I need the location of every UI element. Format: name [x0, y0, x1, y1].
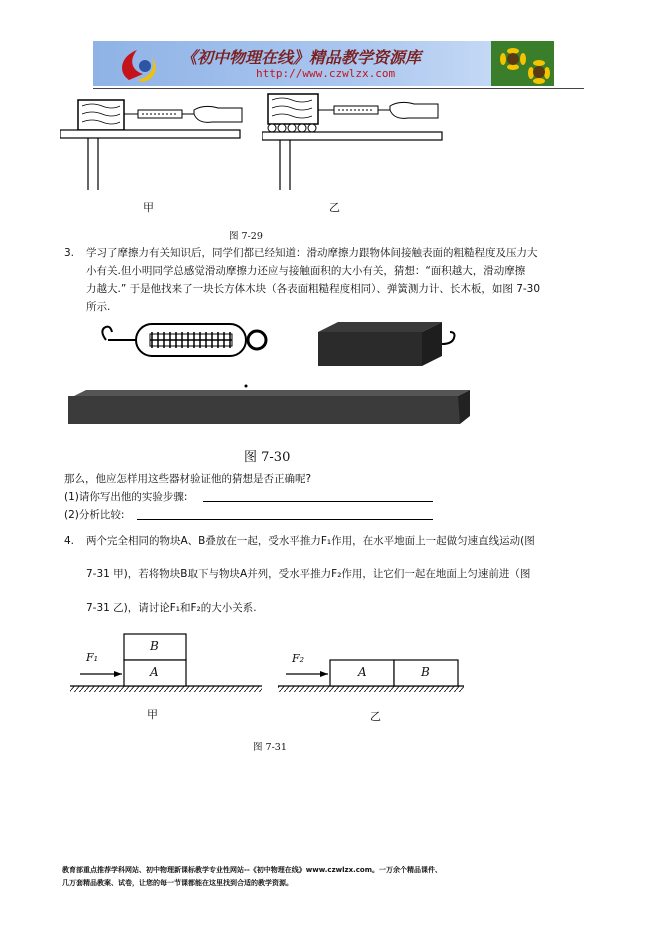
- q3-body: [86, 244, 540, 316]
- q4-number: 4.: [64, 535, 75, 547]
- q3-line: 力越大.” 于是他找来了一块长方体木块（各表面粗糙程度相同）、弹簧测力计、长木板，如图 7-30: [86, 283, 541, 295]
- fig31-label-left: 甲: [147, 708, 158, 721]
- fig29-label-left: 甲: [143, 201, 154, 214]
- figure-7-29-right: [262, 92, 512, 192]
- q3-line: 学习了摩擦力有关知识后，同学们都已经知道：滑动摩擦力跟物体间接触表面的粗糙程度及压力大: [86, 247, 538, 259]
- fig29-label-right: 乙: [329, 201, 340, 214]
- fig31-f2-label: F₂: [292, 652, 305, 665]
- header-rule: [93, 88, 584, 89]
- q4-line3: 7-31 乙)，请讨论F₁和F₂的大小关系.: [86, 602, 257, 614]
- site-logo-icon: [107, 44, 177, 84]
- q3-line: 所示.: [86, 301, 111, 313]
- q3-question: 那么，他应怎样用这些器材验证他的猜想是否正确呢?: [64, 473, 312, 485]
- footer-line2: 几万套精品教案、试卷，让您的每一节课都能在这里找到合适的教学资源。: [62, 879, 293, 887]
- q3-sub1-answer-line: [203, 501, 433, 502]
- fig31-block-b-side: B: [421, 665, 430, 679]
- footer-line1: 教育部重点推荐学科网站、初中物理新课标教学专业性网站--《初中物理在线》www.czwlzx.com。一万余个精品课件、: [62, 866, 443, 874]
- figure-7-31: [66, 630, 466, 700]
- fig31-block-b-stacked: B: [150, 639, 159, 653]
- q3-number: 3.: [64, 247, 75, 259]
- fig31-block-a-side: A: [358, 665, 367, 679]
- sunflower-icon: [491, 41, 554, 86]
- q3-sub2-answer-line: [137, 519, 433, 520]
- q3-sub1: (1)请你写出他的实验步骤:: [64, 491, 188, 503]
- fig31-block-a-stacked: A: [150, 665, 159, 679]
- q3-sub2: (2)分析比较:: [64, 509, 125, 521]
- q4-line2: 7-31 甲)，若将物块B取下与物块A并列，受水平推力F₂作用，让它们一起在地面上匀速前进（图: [86, 568, 531, 580]
- fig31-label-right: 乙: [370, 710, 381, 723]
- fig31-f1-label: F₁: [86, 651, 99, 664]
- header-banner: [93, 41, 554, 86]
- fig30-caption: 图 7-30: [244, 450, 291, 465]
- site-title: 《初中物理在线》精品教学资源库: [181, 48, 422, 67]
- q4-line1: 两个完全相同的物块A、B叠放在一起，受水平推力F₁作用，在水平地面上一起做匀速直线运动(图: [86, 535, 535, 547]
- fig31-caption: 图 7-31: [253, 742, 287, 753]
- q3-line: 小有关.但小明同学总感觉滑动摩擦力还应与接触面积的大小有关，猜想：“面积越大，滑动摩擦: [86, 265, 526, 277]
- site-url[interactable]: http://www.czwlzx.com: [256, 67, 396, 80]
- figure-7-30: [60, 318, 480, 428]
- fig29-caption: 图 7-29: [229, 231, 263, 242]
